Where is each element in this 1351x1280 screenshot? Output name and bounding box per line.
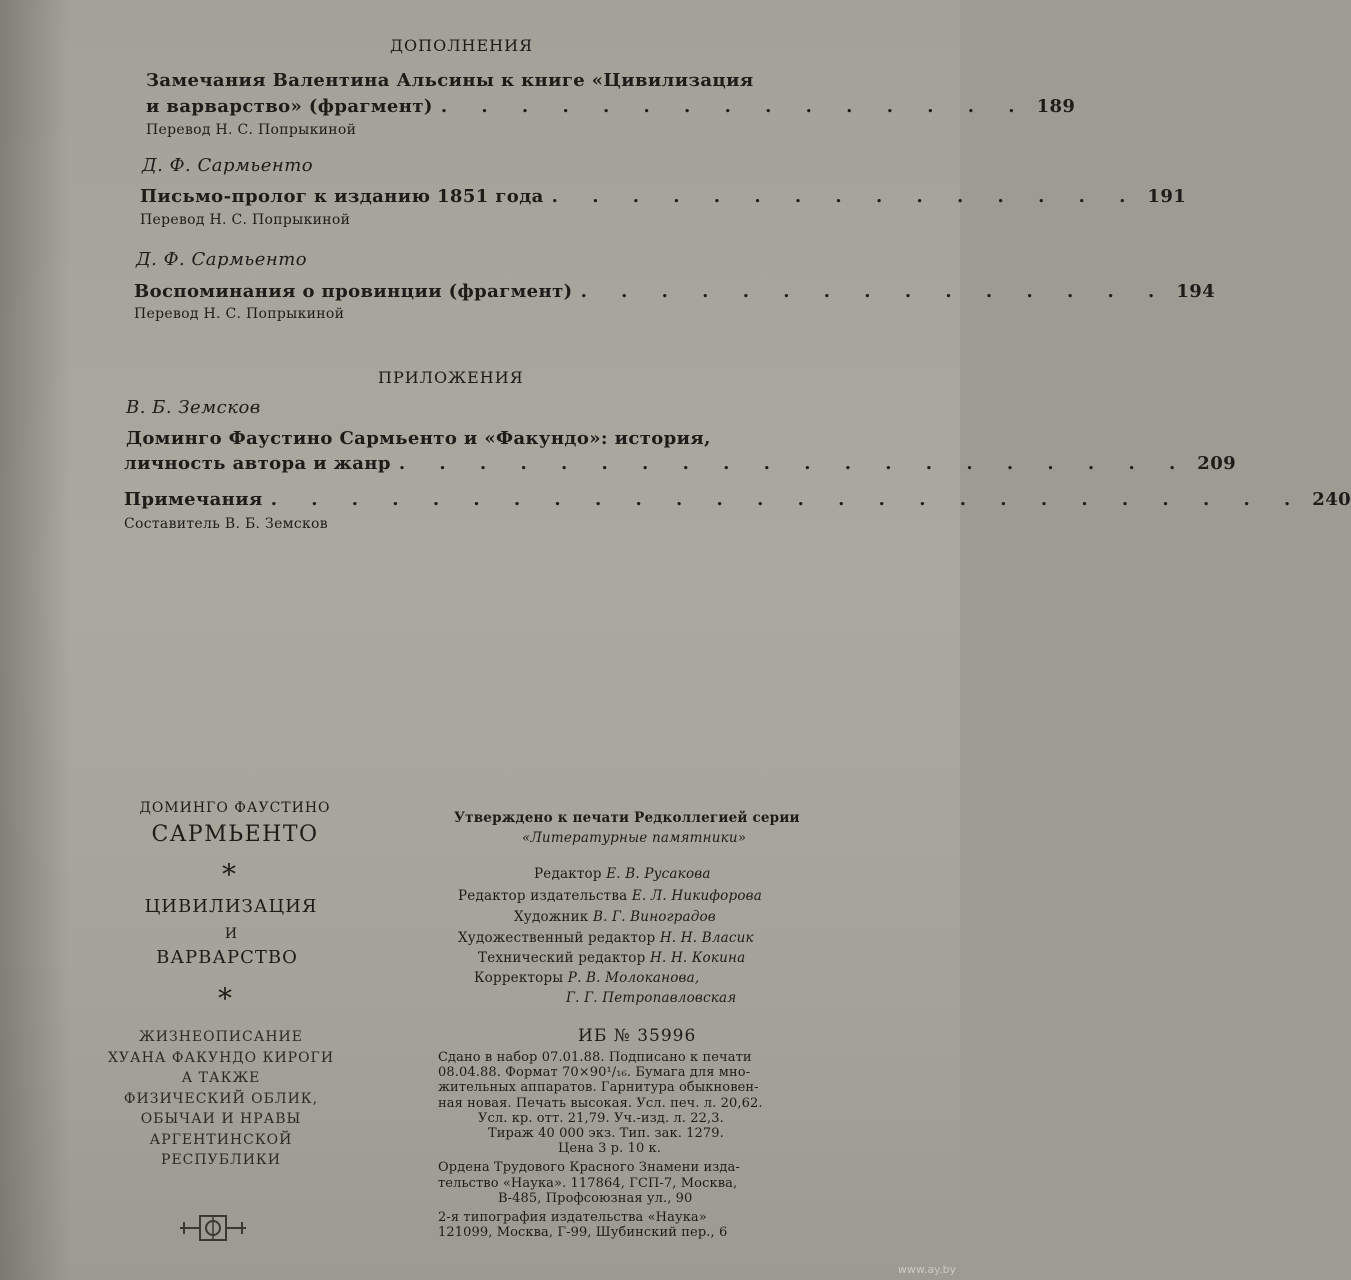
staff-credit: Художественный редактор Н. Н. Власик xyxy=(458,930,754,946)
appendices-heading: ПРИЛОЖЕНИЯ xyxy=(378,368,524,387)
colophon-separator: * xyxy=(222,858,236,891)
colophon-subtitle xyxy=(96,1027,346,1171)
toc-author: Д. Ф. Сармьенто xyxy=(142,155,314,176)
toc-compiler: Составитель В. Б. Земсков xyxy=(124,516,328,532)
colophon-separator: * xyxy=(218,982,232,1015)
toc-page-number: 189 xyxy=(1036,96,1076,117)
staff-credit: Г. Г. Петропавловская xyxy=(566,990,737,1006)
colophon-title-part2: ВАРВАРСТВО xyxy=(156,947,298,968)
supplements-heading: ДОПОЛНЕНИЯ xyxy=(390,36,534,55)
subtitle-line: ЖИЗНЕОПИСАНИЕ xyxy=(139,1029,303,1045)
subtitle-line: А ТАКЖЕ xyxy=(181,1070,261,1086)
toc-page-number: 194 xyxy=(1176,281,1216,302)
toc-translator: Перевод Н. С. Попрыкиной xyxy=(134,306,345,322)
subtitle-line: АРГЕНТИНСКОЙ xyxy=(149,1131,293,1148)
toc-page-number: 240 xyxy=(1312,489,1351,510)
approval-line: Утверждено к печати Редколлегией серии xyxy=(454,810,800,826)
toc-author: В. Б. Земсков xyxy=(126,397,261,418)
toc-entry-title: личность автора и жанр xyxy=(124,453,391,474)
toc-entry-row: Письмо-пролог к изданию 1851 года . . . . . . . . . . . . . . . 191 xyxy=(140,186,1187,207)
subtitle-line: ХУАНА ФАКУНДО КИРОГИ xyxy=(107,1049,335,1066)
publisher-info: Ордена Трудового Красного Знамени изда- xyxy=(438,1160,740,1176)
staff-credit: Корректоры Р. В. Молоканова, xyxy=(474,970,700,986)
toc-page-number: 209 xyxy=(1197,453,1237,474)
staff-credit: Художник В. Г. Виноградов xyxy=(514,909,716,925)
toc-entry-row: Воспоминания о провинции (фрагмент) . . . . . . . . . . . . . . . 194 xyxy=(134,281,1216,302)
toc-page-number: 191 xyxy=(1147,186,1187,207)
printer-info: 2-я типография издательства «Наука» xyxy=(438,1210,707,1226)
page-edge-shadow xyxy=(0,0,70,1280)
toc-author: Д. Ф. Сармьенто xyxy=(136,249,308,270)
toc-entry-row: и варварство» (фрагмент) . . . . . . . . . . . . . . . 189 xyxy=(146,96,1076,117)
toc-entry-title: Доминго Фаустино Сармьенто и «Факундо»: история, xyxy=(126,428,711,449)
watermark: www.ay.by xyxy=(897,1263,956,1276)
subtitle-line: ОБЫЧАИ И НРАВЫ xyxy=(140,1111,302,1127)
toc-entry-title: и варварство» (фрагмент) xyxy=(146,96,433,117)
publisher-emblem-icon xyxy=(178,1210,248,1246)
staff-credit: Редактор Е. В. Русакова xyxy=(534,866,711,882)
subtitle-line: РЕСПУБЛИКИ xyxy=(161,1152,281,1168)
toc-entry-title: Замечания Валентина Альсины к книге «Цивилизация xyxy=(146,70,754,91)
print-details: Сдано в набор 07.01.88. Подписано к печати 08.04.88. Формат 70×90¹/₁₆. Бумага для мно- жительных аппаратов. Гарнитура обыкновен- ная новая. Печать высокая. Усл. печ. л. 20,62. Усл. кр. отт. 21,79. Уч.-изд. л. 22,3. Тираж 40 000 экз. Тип. зак. 1279. Цена 3 р. 10 к. Ордена Трудового Красного Знамени изда- тельство «Наука». 117864, ГСП-7, Москва, В-485, Профсоюзная ул., 90 2-я типография издательства «Наука» 121099, Москва, Г-99, Шубинский пер., 6 xyxy=(438,1050,763,1241)
staff-credit: Технический редактор Н. Н. Кокина xyxy=(478,950,746,966)
toc-entry-title: Воспоминания о провинции (фрагмент) xyxy=(134,281,573,302)
colophon-title-conj: И xyxy=(224,926,238,942)
colophon-author-last: САРМЬЕНТО xyxy=(151,822,319,847)
approval-series: «Литературные памятники» xyxy=(522,830,747,846)
toc-entry-row: Примечания . . . . . . . . . . . . . . . . . . . . . . . . . . 240 xyxy=(124,489,1351,510)
ib-number: ИБ № 35996 xyxy=(578,1026,697,1046)
toc-translator: Перевод Н. С. Попрыкиной xyxy=(140,212,351,228)
colophon-title-part1: ЦИВИЛИЗАЦИЯ xyxy=(144,896,318,917)
toc-entry-title: Примечания xyxy=(124,489,263,510)
toc-entry-title: Письмо-пролог к изданию 1851 года xyxy=(140,186,544,207)
staff-credit: Редактор издательства Е. Л. Никифорова xyxy=(458,888,762,904)
toc-translator: Перевод Н. С. Попрыкиной xyxy=(146,122,357,138)
subtitle-line: ФИЗИЧЕСКИЙ ОБЛИК, xyxy=(123,1090,319,1107)
colophon-author-first: ДОМИНГО ФАУСТИНО xyxy=(139,800,331,816)
toc-entry-row: личность автора и жанр . . . . . . . . . . . . . . . . . . . . 209 xyxy=(124,453,1237,474)
